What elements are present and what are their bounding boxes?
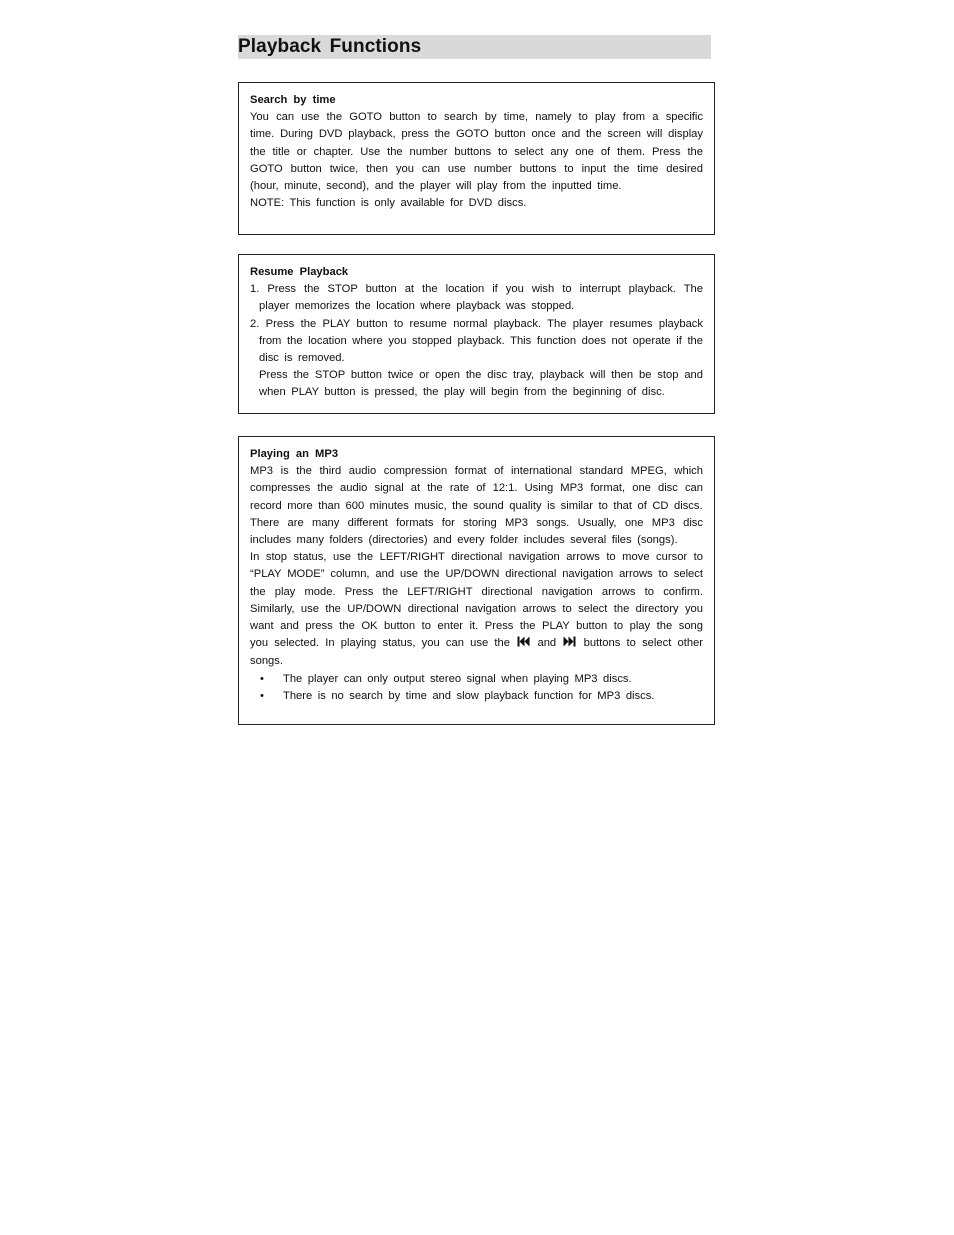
list-item bbox=[250, 688, 703, 705]
step-2-text: 2. Press the PLAY button to resume normal playback. The player resumes playback from the location where you stopped playback. This function does not operate if the disc is removed. bbox=[250, 317, 703, 365]
resume-playback-section bbox=[238, 254, 715, 414]
and-text: and bbox=[537, 637, 557, 650]
paragraph-text: buttons to select other songs. bbox=[250, 637, 704, 668]
bullet-icon: • bbox=[260, 689, 264, 702]
section-paragraph: MP3 is the third audio compression format of international standard MPEG, which compresses the audio signal at the rate of 12:1. Using MP3 format, one disc can record more than 600 minutes music, the sound quality is similar to that of CD discs. bbox=[250, 465, 703, 512]
paragraph-text: In stop status, use the LEFT/RIGHT directional navigation arrows to move cursor to “PLAY MODE” column, and use the UP/DOWN directional navigation arrows to select the play mode. Press the LEFT/RIGHT directional navigation arrows to confirm. Similarly, use the UP/DOWN directional navigation arrows to select the directory you want and press the OK button to enter it. Press the PLAY button to play the song you selected. In playing status, you can use the bbox=[250, 551, 703, 650]
playing-mp3-section bbox=[238, 436, 715, 725]
list-item-text: There is no search by time and slow playback function for MP3 discs. bbox=[283, 689, 655, 702]
section-heading: Search by time bbox=[250, 94, 336, 106]
section-heading: Playing an MP3 bbox=[250, 448, 339, 460]
bullet-list bbox=[250, 671, 703, 705]
section-paragraph: There are many different formats for storing MP3 songs. Usually, one MP3 disc includes many folders (directories) and every folder includes several files (songs). bbox=[250, 516, 703, 547]
note-text: NOTE: This function is only available for DVD discs. bbox=[250, 197, 527, 210]
page-title: Playback Functions bbox=[238, 35, 711, 59]
skip-previous-icon bbox=[517, 636, 530, 653]
list-item-text: The player can only output stereo signal when playing MP3 discs. bbox=[283, 672, 632, 685]
bullet-icon: • bbox=[260, 672, 264, 685]
section-paragraph bbox=[250, 549, 703, 670]
skip-next-icon bbox=[563, 636, 576, 653]
section-paragraph: You can use the GOTO button to search by time, namely to play from a specific time. During DVD playback, press the GOTO button once and the screen will display the title or chapter. Use the number buttons to select any one of them. Press the GOTO button twice, then you can use number buttons to input the time desired (hour, minute, second), and the player will play from the inputted time. bbox=[250, 111, 703, 193]
section-heading: Resume Playback bbox=[250, 266, 349, 278]
step-extra-text: Press the STOP button twice or open the disc tray, playback will then be stop and when PLAY button is pressed, the play will begin from the beginning of disc. bbox=[259, 369, 703, 399]
list-item bbox=[250, 671, 703, 688]
search-by-time-section bbox=[238, 82, 715, 235]
step-1-text: 1. Press the STOP button at the location if you wish to interrupt playback. The player memorizes the location where playback was stopped. bbox=[250, 283, 703, 313]
